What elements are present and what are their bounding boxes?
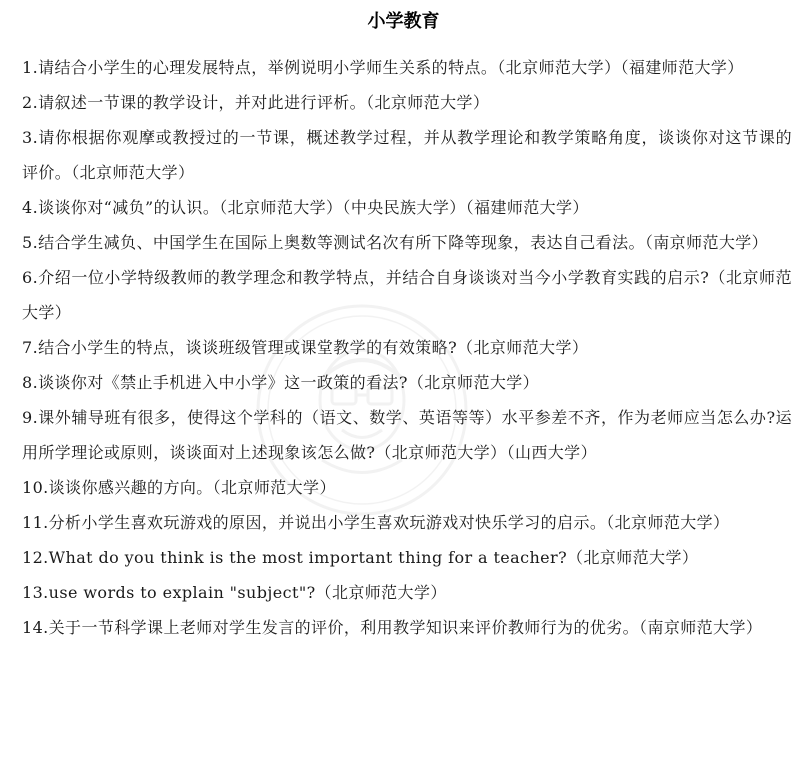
- question-item: 8.谈谈你对《禁止手机进入中小学》这一政策的看法?（北京师范大学）: [22, 373, 540, 392]
- question-item: 7.结合小学生的特点，谈谈班级管理或课堂教学的有效策略?（北京师范大学）: [22, 338, 589, 357]
- question-item: 11.分析小学生喜欢玩游戏的原因，并说出小学生喜欢玩游戏对快乐学习的启示。（北京师范大学）: [22, 513, 730, 532]
- question-list: [22, 50, 792, 645]
- question-item: 1.请结合小学生的心理发展特点，举例说明小学师生关系的特点。（北京师范大学）（福建师范大学）: [22, 58, 744, 77]
- question-item: 10.谈谈你感兴趣的方向。（北京师范大学）: [22, 478, 336, 497]
- question-item: 2.请叙述一节课的教学设计，并对此进行评析。（北京师范大学）: [22, 93, 490, 112]
- question-item: 9.课外辅导班有很多，使得这个学科的（语文、数学、英语等等）水平参差不齐，作为老师应当怎么办?运用所学理论或原则，谈谈面对上述现象该怎么做?（北京师范大学）（山西大学）: [22, 408, 792, 462]
- question-item: 13.use words to explain "subject"?（北京师范大学）: [22, 583, 447, 602]
- page-title: 小学教育: [367, 11, 440, 32]
- question-item: 4.谈谈你对“减负”的认识。（北京师范大学）（中央民族大学）（福建师范大学）: [22, 198, 589, 217]
- question-item: 6.介绍一位小学特级教师的教学理念和教学特点，并结合自身谈谈对当今小学教育实践的启示?（北京师范大学）: [22, 268, 792, 322]
- question-item: 3.请你根据你观摩或教授过的一节课，概述教学过程，并从教学理论和教学策略角度，谈谈你对这节课的评价。（北京师范大学）: [22, 128, 792, 182]
- question-item: 5.结合学生减负、中国学生在国际上奥数等测试名次有所下降等现象，表达自己看法。（南京师范大学）: [22, 233, 769, 252]
- question-item: 12.What do you think is the most important thing for a teacher?（北京师范大学）: [22, 548, 699, 567]
- question-item: 14.关于一节科学课上老师对学生发言的评价，利用教学知识来评价教师行为的优劣。（南京师范大学）: [22, 618, 763, 637]
